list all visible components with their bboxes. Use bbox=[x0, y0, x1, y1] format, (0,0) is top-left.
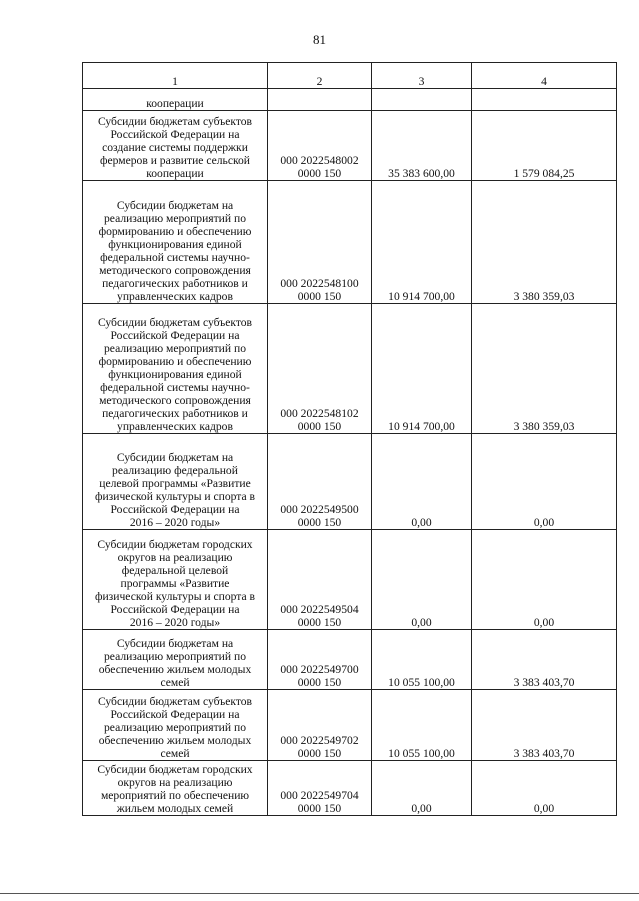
row-value-col4 bbox=[472, 89, 617, 111]
table-row bbox=[83, 761, 617, 816]
row-value-col4: 3 383 403,70 bbox=[472, 690, 617, 761]
row-name-cell: Субсидии бюджетам городских округов на реализацию мероприятий по обеспечению жильем молодых семей bbox=[83, 761, 268, 816]
table-row bbox=[83, 181, 617, 304]
row-code-cell: 000 2022549700 0000 150 bbox=[268, 630, 372, 690]
page-number: 81 bbox=[313, 32, 326, 47]
row-name-cell: Субсидии бюджетам субъектов Российской Федерации на реализацию мероприятий по обеспечению жильем молодых семей bbox=[83, 690, 268, 761]
row-name-cell: Субсидии бюджетам субъектов Российской Федерации на реализацию мероприятий по формированию и обеспечению функционирования единой федеральной системы научно- методического сопровождения педагогических работников и управленческих кадров bbox=[83, 304, 268, 434]
row-value-col3: 0,00 bbox=[372, 434, 472, 530]
row-value-col3: 10 055 100,00 bbox=[372, 630, 472, 690]
row-name-cell: Субсидии бюджетам субъектов Российской Федерации на создание системы поддержки фермеров и развитие сельской кооперации bbox=[83, 111, 268, 181]
table-row bbox=[83, 434, 617, 530]
row-value-col3: 0,00 bbox=[372, 530, 472, 630]
table-row bbox=[83, 304, 617, 434]
row-value-col3: 10 055 100,00 bbox=[372, 690, 472, 761]
row-value-col4: 3 383 403,70 bbox=[472, 630, 617, 690]
row-name-cell: кооперации bbox=[83, 89, 268, 111]
row-code-cell: 000 2022549702 0000 150 bbox=[268, 690, 372, 761]
column-header-3: 3 bbox=[372, 63, 472, 89]
row-name-cell: Субсидии бюджетам городских округов на реализацию федеральной целевой программы «Развитие физической культуры и спорта в Российской Федерации на 2016 – 2020 годы» bbox=[83, 530, 268, 630]
column-header-1: 1 bbox=[83, 63, 268, 89]
row-code-cell: 000 2022548102 0000 150 bbox=[268, 304, 372, 434]
row-value-col4: 0,00 bbox=[472, 530, 617, 630]
row-value-col4: 1 579 084,25 bbox=[472, 111, 617, 181]
row-value-col3: 10 914 700,00 bbox=[372, 304, 472, 434]
row-code-cell: 000 2022549500 0000 150 bbox=[268, 434, 372, 530]
row-code-cell: 000 2022548100 0000 150 bbox=[268, 181, 372, 304]
table-row bbox=[83, 530, 617, 630]
row-code-cell: 000 2022548002 0000 150 bbox=[268, 111, 372, 181]
row-value-col3: 0,00 bbox=[372, 761, 472, 816]
table-row bbox=[83, 690, 617, 761]
row-value-col4: 3 380 359,03 bbox=[472, 181, 617, 304]
table-row bbox=[83, 630, 617, 690]
column-header-2: 2 bbox=[268, 63, 372, 89]
row-name-cell: Субсидии бюджетам на реализацию мероприятий по обеспечению жильем молодых семей bbox=[83, 630, 268, 690]
row-value-col3: 35 383 600,00 bbox=[372, 111, 472, 181]
row-code-cell bbox=[268, 89, 372, 111]
row-value-col4: 0,00 bbox=[472, 761, 617, 816]
row-value-col3: 10 914 700,00 bbox=[372, 181, 472, 304]
row-value-col3 bbox=[372, 89, 472, 111]
column-header-4: 4 bbox=[472, 63, 617, 89]
header-row bbox=[83, 63, 617, 89]
row-value-col4: 3 380 359,03 bbox=[472, 304, 617, 434]
table-row bbox=[83, 111, 617, 181]
row-code-cell: 000 2022549704 0000 150 bbox=[268, 761, 372, 816]
row-value-col4: 0,00 bbox=[472, 434, 617, 530]
budget-table bbox=[82, 62, 617, 816]
row-name-cell: Субсидии бюджетам на реализацию федеральной целевой программы «Развитие физической культуры и спорта в Российской Федерации на 2016 – 2020 годы» bbox=[83, 434, 268, 530]
table-row bbox=[83, 89, 617, 111]
page-bottom-rule bbox=[0, 893, 639, 894]
row-name-cell: Субсидии бюджетам на реализацию мероприятий по формированию и обеспечению функционирования единой федеральной системы научно- методического сопровождения педагогических работников и управленческих кадров bbox=[83, 181, 268, 304]
row-code-cell: 000 2022549504 0000 150 bbox=[268, 530, 372, 630]
